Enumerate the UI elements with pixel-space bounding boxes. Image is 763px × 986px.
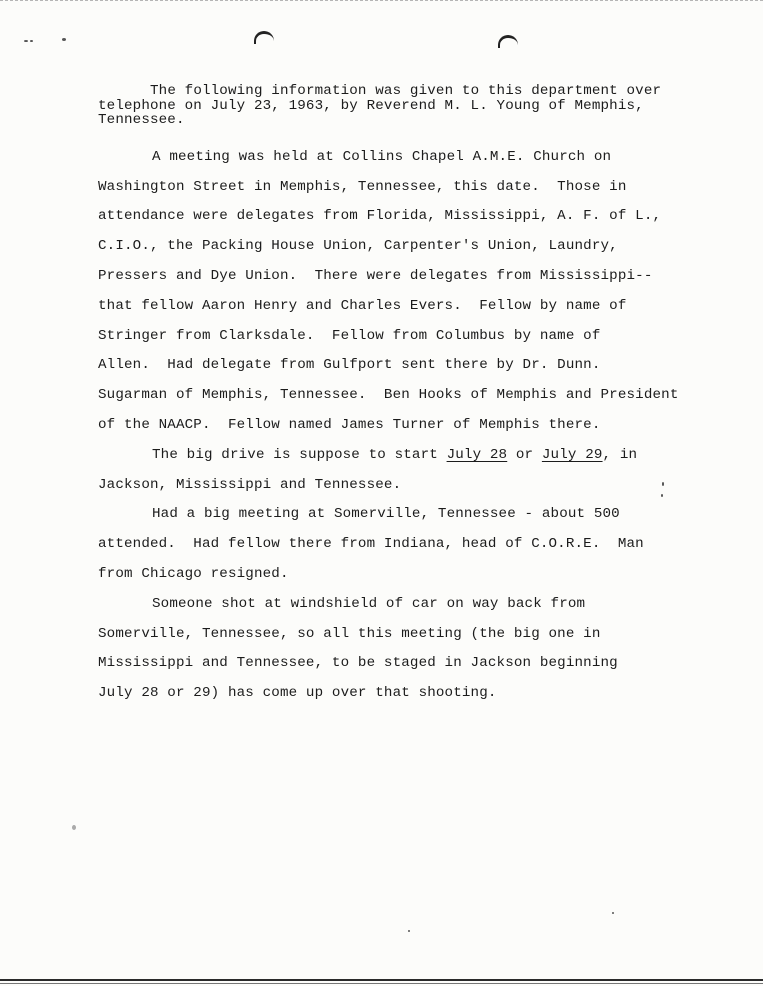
text-line: attended. Had fellow there from Indiana, head of C.O.R.E. Man xyxy=(98,536,644,553)
speck-mark xyxy=(62,38,66,41)
text-line: attendance were delegates from Florida, Mississippi, A. F. of L., xyxy=(98,208,662,225)
text-line: Sugarman of Memphis, Tennessee. Ben Hooks of Memphis and President xyxy=(98,387,679,404)
text-line: Washington Street in Memphis, Tennessee, this date. Those in xyxy=(98,178,627,195)
paragraph-meeting xyxy=(98,143,708,441)
text-line: Stringer from Clarksdale. Fellow from Columbus by name of xyxy=(98,327,601,344)
underlined-date: July 28 xyxy=(446,446,508,463)
speck-mark xyxy=(24,40,28,42)
text-line: Pressers and Dye Union. There were delegates from Mississippi-- xyxy=(98,267,653,284)
text-segment: , in xyxy=(602,446,638,463)
text-line: Allen. Had delegate from Gulfport sent there by Dr. Dunn. xyxy=(98,357,601,374)
page-bottom-rule xyxy=(0,979,763,981)
speck-mark xyxy=(612,912,614,914)
text-line: Someone shot at windshield of car on way back from xyxy=(152,595,586,612)
underlined-date: July 29 xyxy=(541,446,603,463)
intro-line: Tennessee. xyxy=(98,112,185,129)
intro-line: telephone on July 23, 1963, by Reverend M. L. Young of Memphis, xyxy=(98,97,644,114)
text-line: C.I.O., the Packing House Union, Carpenter's Union, Laundry, xyxy=(98,238,618,255)
text-line: from Chicago resigned. xyxy=(98,565,289,582)
page-top-edge xyxy=(0,0,763,3)
paragraph-shooting xyxy=(98,590,708,709)
text-line: that fellow Aaron Henry and Charles Evers. Fellow by name of xyxy=(98,297,627,314)
paragraph-somerville-meeting xyxy=(98,500,708,589)
speck-mark xyxy=(72,825,76,830)
speck-mark xyxy=(408,930,410,932)
intro-line: The following information was given to this department over xyxy=(150,83,662,99)
text-line: Mississippi and Tennessee, to be staged in Jackson beginning xyxy=(98,655,618,672)
text-line: Somerville, Tennessee, so all this meeting (the big one in xyxy=(98,625,601,642)
paragraph-intro xyxy=(98,84,708,128)
speck-mark xyxy=(30,40,33,42)
document-body xyxy=(98,84,708,709)
text-segment: The big drive is suppose to start xyxy=(152,446,447,463)
text-segment: or xyxy=(507,446,542,463)
page-bottom-rule-thin xyxy=(0,983,763,984)
text-line xyxy=(98,441,708,471)
staple-mark-right xyxy=(498,35,518,48)
text-line: Had a big meeting at Somerville, Tennessee - about 500 xyxy=(152,506,620,523)
text-line: July 28 or 29) has come up over that shooting. xyxy=(98,685,497,702)
text-line: A meeting was held at Collins Chapel A.M.E. Church on xyxy=(152,148,612,165)
staple-mark-left xyxy=(254,31,274,44)
text-line: of the NAACP. Fellow named James Turner of Memphis there. xyxy=(98,416,601,433)
paragraph-big-drive xyxy=(98,441,708,501)
text-line: Jackson, Mississippi and Tennessee. xyxy=(98,476,402,493)
